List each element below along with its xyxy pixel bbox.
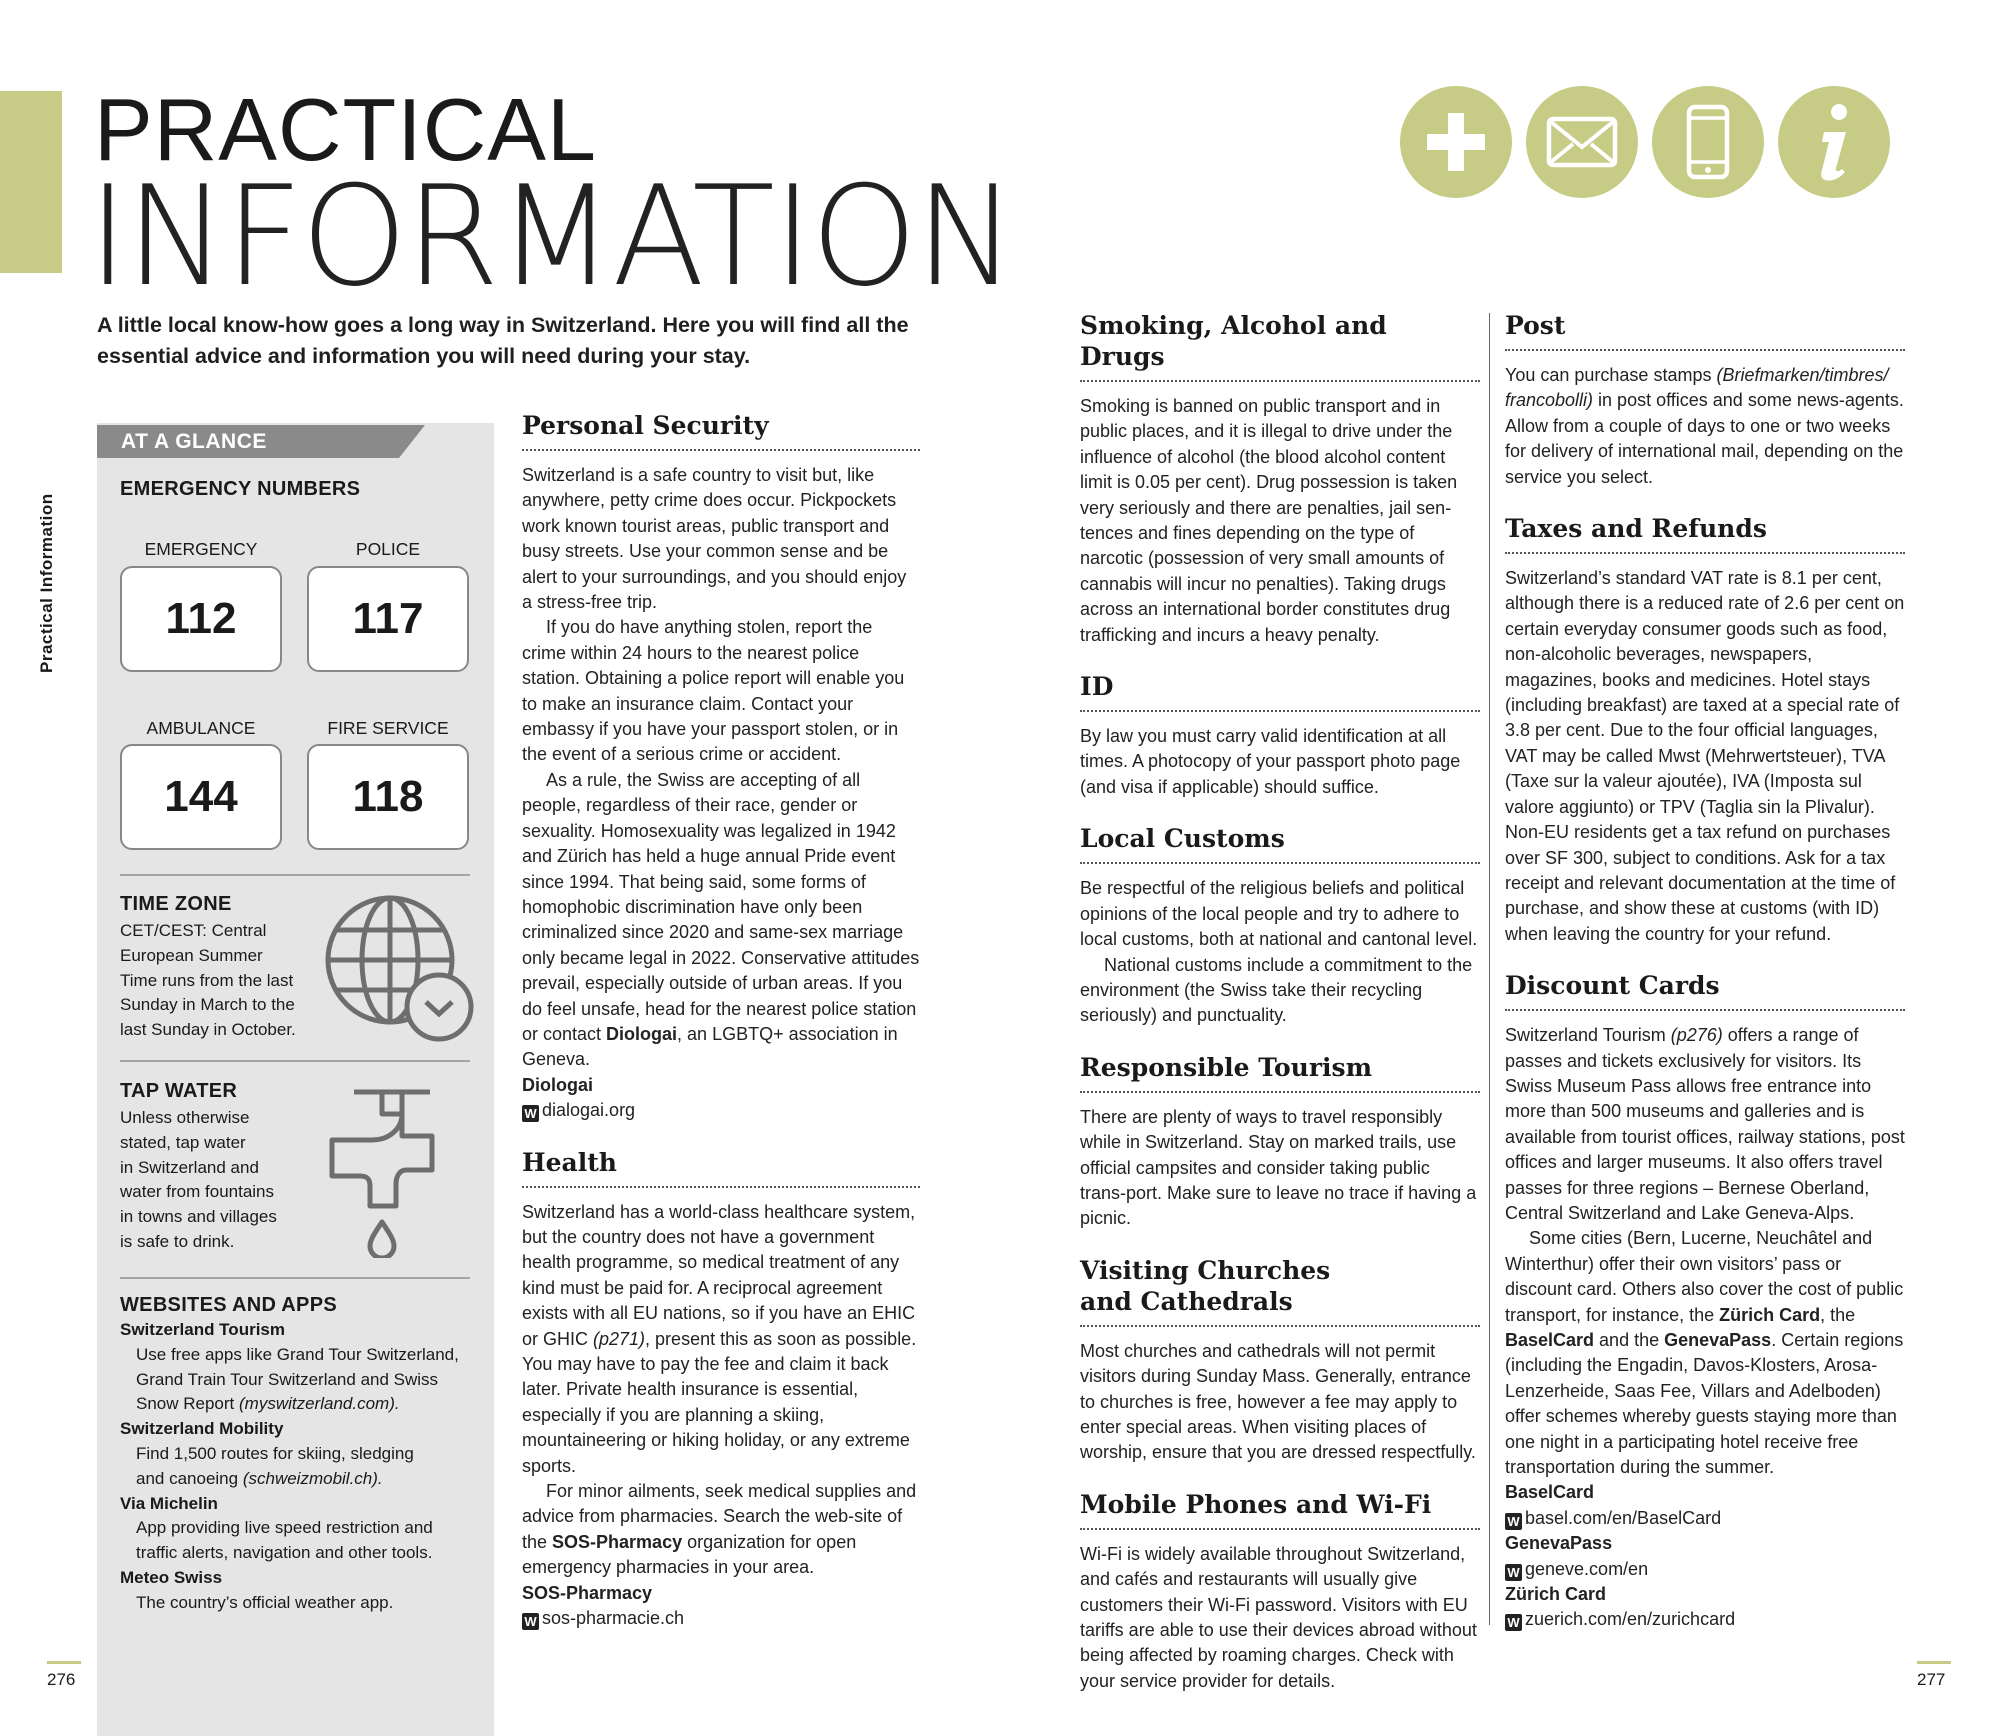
heading-rule <box>1080 862 1480 864</box>
ambulance-label: AMBULANCE <box>146 718 256 738</box>
time-zone-text: CET/CEST: Central European Summer Time runs from the last Sunday in March to the last Sunday in October. <box>120 921 296 1040</box>
web-icon: W <box>1505 1614 1522 1631</box>
medical-cross-icon <box>1400 86 1512 198</box>
web-icon: W <box>522 1105 539 1122</box>
paragraph: Switzerland is a safe country to visit but, like anywhere, petty crime does occur. Pickpockets work known tourist areas, public transport and busy streets. Use your common sense and be alert to your surroundings, and you should enjoy a stress-free trip. <box>522 465 907 613</box>
contact-link[interactable]: W basel.com/en/BaselCard <box>1505 1506 1905 1531</box>
contact-link[interactable]: W zuerich.com/en/zurichcard <box>1505 1607 1905 1632</box>
section-label <box>37 293 67 673</box>
column-personal-security <box>522 410 920 1631</box>
paragraph: You can purchase stamps (Briefmarken/timbres/ francobolli) in post offices and some news-agents. Allow from a couple of days to one or two weeks for delivery of international mail, depending on the service you select. <box>1505 365 1904 487</box>
paragraph: Switzerland Tourism (p276) offers a range of passes and tickets exclusively for visitors. Its Swiss Museum Pass allows free entrance into more than 500 museums and galleries and is available from tourist offices, railway stations, post offices and larger museums. It also offers travel passes for three regions – Bernese Oberland, Central Switzerland and Lake Geneva-Alps. <box>1505 1025 1905 1223</box>
paragraph: Be respectful of the religious beliefs and political opinions of the local people and try to adhere to local customs, both at national and cantonal level. <box>1080 878 1478 950</box>
paragraph: Smoking is banned on public transport and in public places, and it is illegal to drive under the influence of alcohol (the blood alcohol content limit is 0.05 per cent). Drug possession is taken very seriously and there are penalties, jail sen-tences and fines depending on the type of narcotic (possession of very small amounts of cannabis will incur no penalties). Taking drugs across an international border constitutes drug trafficking and incurs a heavy penalty. <box>1080 396 1458 645</box>
page-title-line2: INFORMATION <box>88 156 1015 317</box>
contact-name: Diologai <box>522 1074 593 1095</box>
heading-rule <box>1505 1009 1905 1011</box>
heading-rule <box>1505 349 1905 351</box>
personal-security-heading: Personal Security <box>522 411 769 440</box>
divider <box>120 1060 470 1062</box>
at-a-glance-header: AT A GLANCE <box>97 425 425 458</box>
column-divider <box>1489 313 1490 1625</box>
heading-rule <box>522 449 920 451</box>
section-label-bold: Practical Information <box>37 493 56 673</box>
ambulance-number: 144 <box>120 744 282 850</box>
website-item: Switzerland Tourism Use free apps like Grand Tour Switzerland, Grand Train Tour Switzerland and Swiss Snow Report (myswitzerland.com). <box>120 1320 459 1414</box>
heading-rule <box>1080 710 1480 712</box>
taxes-heading: Taxes and Refunds <box>1505 514 1767 544</box>
tap-icon <box>326 1082 446 1263</box>
paragraph: Wi-Fi is widely available throughout Switzerland, and cafés and restaurants will usually give customers their Wi-Fi password. Visitors with EU tariffs are able to use their devices abroad without being affected by roaming charges. Check with your service provider for details. <box>1080 1543 1477 1691</box>
web-icon: W <box>1505 1513 1522 1530</box>
globe-clock-icon <box>322 892 474 1047</box>
web-icon: W <box>1505 1564 1522 1581</box>
websites-list <box>120 1318 490 1616</box>
heading-rule <box>1080 1528 1480 1530</box>
fire-service-label: FIRE SERVICE <box>327 718 449 738</box>
heading-rule <box>1505 552 1905 554</box>
mobile-phone-icon <box>1652 86 1764 198</box>
mobile-phones-heading: Mobile Phones and Wi-Fi <box>1080 1489 1432 1519</box>
tap-water-heading: TAP WATER <box>120 1080 238 1102</box>
contact-name: SOS-Pharmacy <box>522 1582 653 1603</box>
info-icon <box>1778 86 1890 198</box>
page-number-left: 276 <box>47 1670 76 1689</box>
website-item: Via Michelin App providing live speed restriction and traffic alerts, navigation and other tools. <box>120 1493 433 1563</box>
responsible-tourism-heading: Responsible Tourism <box>1080 1052 1373 1082</box>
time-zone-heading: TIME ZONE <box>120 893 232 915</box>
website-item: Meteo Swiss The country’s official weather app. <box>120 1567 394 1612</box>
page-title-line1: PRACTICAL <box>94 80 597 179</box>
paragraph: Switzerland’s standard VAT rate is 8.1 per cent, although there is a reduced rate of 2.6 per cent on certain everyday consumer goods such as food, non-alcoholic beverages, newspapers, magazines, books and medicines. Hotel stays (including breakfast) are taxed at a special rate of 3.8 per cent. Due to the four official languages, VAT may be called Mwst (Mehrwertsteuer), TVA (Taxe sur la valeur ajoutée), IVA (Imposta sul valore aggiunto) or TPV (Taglia sin la Plivalur). Non-EU residents get a tax refund on purchases over SF 300, subject to conditions. Ask for a tax receipt and relevant documentation at the time of purchase, and show these at customs (with ID) when leaving the country for your refund. <box>1505 568 1905 944</box>
website-item: Switzerland Mobility Find 1,500 routes for skiing, sledging and canoeing (schweizmobil.ch). <box>120 1419 414 1488</box>
paragraph: Most churches and cathedrals will not permit visitors during Sunday Mass. Generally, entrance to churches is free, however a fee may apply to enter special areas. When visiting places of worship, ensure that you are dressed respectfully. <box>1080 1340 1476 1463</box>
police-label: POLICE <box>355 539 421 559</box>
intro-text: A little local know-how goes a long way in Switzerland. Here you will find all the essential advice and information you will need during your stay. <box>97 313 909 368</box>
discount-cards-heading: Discount Cards <box>1505 971 1720 1001</box>
id-heading: ID <box>1080 672 1114 702</box>
divider <box>120 874 470 876</box>
heading-rule <box>522 1186 920 1188</box>
tap-water-text: Unless otherwise stated, tap water in Switzerland and water from fountains in towns and villages is safe to drink. <box>120 1108 277 1251</box>
churches-heading: Visiting Churches and Cathedrals <box>1080 1255 1331 1316</box>
websites-heading: WEBSITES AND APPS <box>120 1294 337 1316</box>
section-tab <box>0 91 62 273</box>
police-number: 117 <box>307 566 469 672</box>
contact-link[interactable]: W sos-pharmacie.ch <box>522 1606 920 1631</box>
fire-service-number: 118 <box>307 744 469 850</box>
column-smoking-etc <box>1080 310 1480 1694</box>
web-icon: W <box>522 1613 539 1630</box>
contact-name: BaselCard <box>1505 1482 1595 1503</box>
paragraph: National customs include a commitment to the environment (the Swiss take their recycling seriously) and punctuality. <box>1080 954 1473 1026</box>
heading-rule <box>1080 1325 1480 1327</box>
emergency-numbers-heading: EMERGENCY NUMBERS <box>120 478 361 500</box>
paragraph: There are plenty of ways to travel responsibly while in Switzerland. Stay on marked trails, use official campsites and consider taking public trans-port. Make sure to leave no trace if having a picnic. <box>1080 1106 1477 1229</box>
envelope-icon <box>1526 86 1638 198</box>
contact-link[interactable]: W geneve.com/en <box>1505 1557 1905 1582</box>
heading-rule <box>1080 380 1480 382</box>
contact-name: GenevaPass <box>1505 1533 1613 1554</box>
health-heading: Health <box>522 1147 617 1177</box>
post-heading: Post <box>1505 311 1566 340</box>
emergency-number: 112 <box>120 566 282 672</box>
paragraph: As a rule, the Swiss are accepting of all people, regardless of their race, gender or sexuality. Homosexuality was legalized in 1942 and Zürich has held a huge annual Pride event since 1994. That being said, some forms of homophobic discrimination have only been criminalized since 2020 and same-sex marriage only became legal in 2022. Conservative attitudes prevail, especially outside of urban areas. If you do feel unsafe, head for the nearest police station or contact Diologai, an LGBTQ+ association in Geneva. <box>522 769 920 1070</box>
page-number-rule <box>1917 1661 1951 1664</box>
paragraph: By law you must carry valid identification at all times. A photocopy of your passport photo page (and visa if applicable) should suffice. <box>1080 726 1461 797</box>
column-post-etc <box>1505 310 1905 1633</box>
paragraph: Switzerland has a world-class healthcare system, but the country does not have a government health programme, so medical treatment of any kind must be paid for. A reciprocal agreement exists with all EU nations, so if you have an EHIC or GHIC (p271), present this as soon as possible. You may have to pay the fee and claim it back later. Private health insurance is essential, especially if you are planning a skiing, mountaineering or hiking holiday, or any extreme sports. <box>522 1201 917 1476</box>
paragraph: Some cities (Bern, Lucerne, Neuchâtel and Winterthur) offer their own visitors’ pass or discount card. Others also cover the cost of public transport, for instance, the Zürich Card, the BaselCard and the GenevaPass. Certain regions (including the Engadin, Davos-Klosters, Arosa-Lenzerheide, Saas Fee, Villars and Adelboden) offer schemes whereby guests staying more than one night in a participating hotel receive free transportation during the summer. <box>1505 1228 1904 1478</box>
contact-name: Zürich Card <box>1505 1584 1607 1605</box>
local-customs-heading: Local Customs <box>1080 824 1285 854</box>
emergency-label: EMERGENCY <box>144 539 258 559</box>
paragraph: For minor ailments, seek medical supplies and advice from pharmacies. Search the web-site of the SOS-Pharmacy organization for open emergency pharmacies in your area. <box>522 1481 917 1578</box>
page-number-right: 277 <box>1917 1670 1946 1689</box>
paragraph: If you do have anything stolen, report the crime within 24 hours to the nearest police station. Obtaining a police report will enable you to make an insurance claim. Contact your embassy if you have your passport stolen, or in the event of a serious crime or accident. <box>522 617 905 765</box>
page-number-rule <box>47 1661 81 1664</box>
contact-link[interactable]: W dialogai.org <box>522 1098 920 1123</box>
smoking-heading: Smoking, Alcohol and Drugs <box>1080 311 1387 371</box>
heading-rule <box>1080 1091 1480 1093</box>
divider <box>120 1277 470 1279</box>
